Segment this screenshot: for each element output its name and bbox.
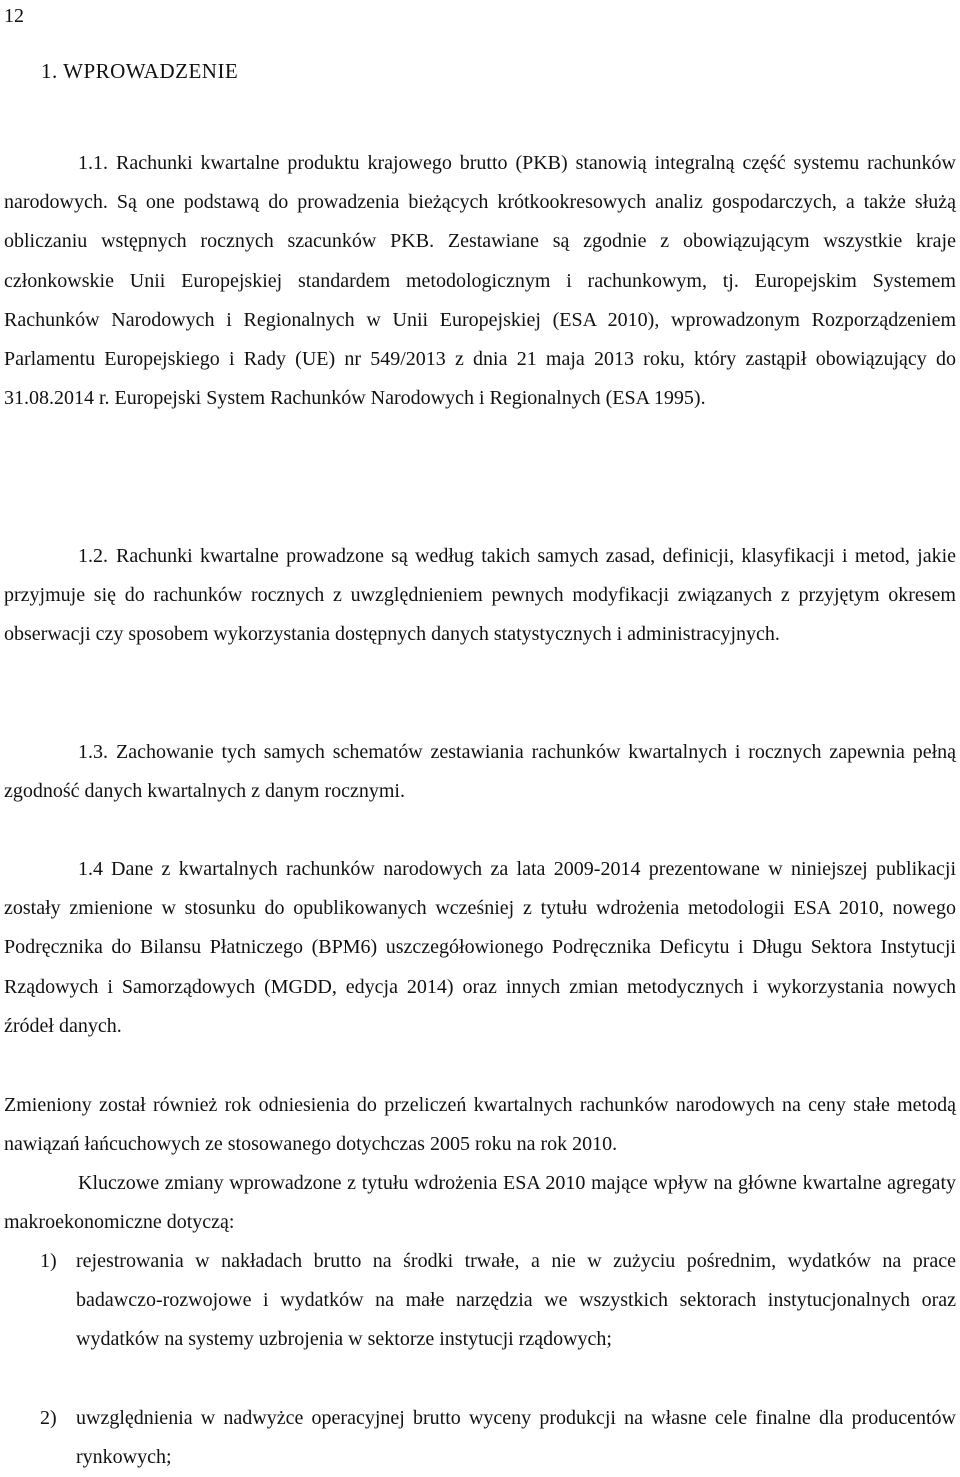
section-text: Rachunki kwartalne produktu krajowego brutto (PKB) stanowią integralną część systemu rachunków narodowych. Są one podstawą do prowadzenia bieżących krótkookresowych analiz gospodarczych, a także służą obliczaniu wstępnych rocznych szacunków PKB. Zestawiane są zgodnie z obowiązującym wszystkie kraje członkowskie Unii Europejskiej standardem metodologicznym i rachunkowym, tj. Europejskim Systemem Rachunków Narodowych i Regionalnych w Unii Europejskiej (ESA 2010), wprowadzonym Rozporządzeniem Parlamentu Europejskiego i Rady (UE) nr 549/2013 z dnia 21 maja 2013 roku, który zastąpił obowiązujący do 31.08.2014 r. Europejski System Rachunków Narodowych i Regionalnych (ESA 1995).	[4, 152, 956, 410]
section-1-3	[4, 733, 956, 811]
list-marker: 2)	[40, 1407, 57, 1429]
section-1-2	[4, 537, 956, 655]
page-number: 12	[4, 5, 24, 27]
section-text: Zachowanie tych samych schematów zestawiania rachunków kwartalnych i rocznych zapewnia pełną zgodność danych kwartalnych z danym rocznymi.	[4, 741, 956, 803]
section-number: 1.4	[78, 858, 103, 880]
section-number: 1.3.	[78, 741, 108, 763]
list-item-text: uwzględnienia w nadwyżce operacyjnej brutto wyceny produkcji na własne cele finalne dla producentów rynkowych;	[76, 1407, 956, 1469]
section-text: Dane z kwartalnych rachunków narodowych za lata 2009-2014 prezentowane w niniejszej publikacji zostały zmienione w stosunku do opublikowanych wcześniej z tytułu wdrożenia metodologii ESA 2010, nowego Podręcznika do Bilansu Płatniczego (BPM6) uszczegółowionego Podręcznika Deficytu i Długu Sektora Instytucji Rządowych i Samorządowych (MGDD, edycja 2014) oraz innych zmian metodycznych i wykorzystania nowych źródeł danych.	[4, 858, 956, 1037]
list-marker: 1)	[40, 1250, 57, 1272]
section-text: Rachunki kwartalne prowadzone są według takich samych zasad, definicji, klasyfikacji i metod, jakie przyjmuje się do rachunków rocznych z uwzględnieniem pewnych modyfikacji związanych z przyjętym okresem obserwacji czy sposobem wykorzystania dostępnych danych statystycznych i administracyjnych.	[4, 545, 956, 646]
paragraph-key-changes: Kluczowe zmiany wprowadzone z tytułu wdrożenia ESA 2010 mające wpływ na główne kwartalne agregaty makroekonomiczne dotyczą:	[4, 1172, 956, 1234]
chapter-title: 1. WPROWADZENIE	[41, 59, 239, 83]
list-item	[4, 1242, 956, 1360]
list-item	[4, 1399, 956, 1477]
section-number: 1.1.	[78, 152, 108, 174]
section-number: 1.2.	[78, 545, 108, 567]
section-1-1	[4, 144, 956, 418]
paragraph-base-year-change: Zmieniony został również rok odniesienia do przeliczeń kwartalnych rachunków narodowych na ceny stałe metodą nawiązań łańcuchowych ze stosowanego dotychczas 2005 roku na rok 2010.	[4, 1094, 956, 1156]
list-item-text: rejestrowania w nakładach brutto na środki trwałe, a nie w zużyciu pośrednim, wydatków na prace badawczo-rozwojowe i wydatków na małe narzędzia we wszystkich sektorach instytucjonalnych oraz wydatków na systemy uzbrojenia w sektorze instytucji rządowych;	[76, 1250, 956, 1351]
section-1-4	[4, 850, 956, 1046]
